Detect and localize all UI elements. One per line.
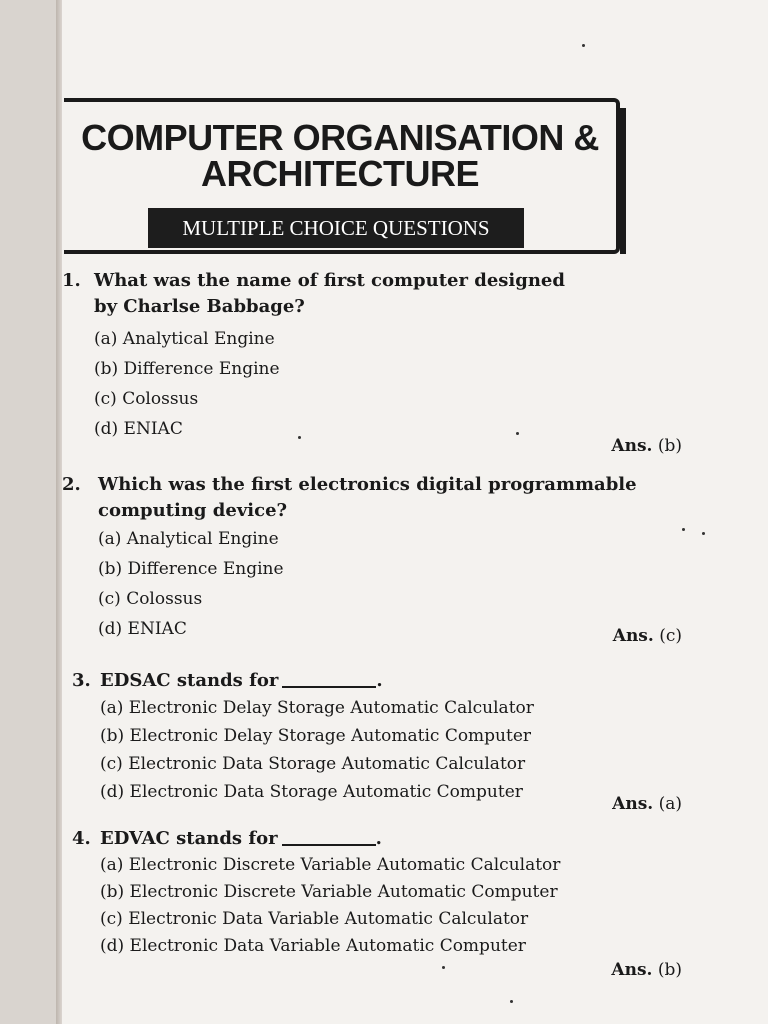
answer-label: Ans. <box>612 626 654 646</box>
print-speck <box>582 44 585 47</box>
answer-value: (a) <box>658 794 682 814</box>
option-c: (c) Electronic Data Variable Automatic Calculator <box>100 909 529 929</box>
answer-label: Ans. <box>611 960 653 980</box>
answer <box>611 436 682 456</box>
option-a: (a) Analytical Engine <box>98 529 279 549</box>
chapter-title-line2: ARCHITECTURE <box>201 153 479 194</box>
print-speck <box>516 432 519 435</box>
question-3 <box>62 668 682 814</box>
option-c: (c) Colossus <box>98 589 203 609</box>
question-stem: 3. EDSAC stands for . <box>62 668 682 694</box>
print-speck <box>510 1000 513 1003</box>
section-banner: MULTIPLE CHOICE QUESTIONS <box>148 208 524 248</box>
print-speck <box>442 966 445 969</box>
chapter-header <box>64 98 620 254</box>
chapter-title-line1: COMPUTER ORGANISATION & <box>81 117 599 158</box>
option-b: (b) Electronic Discrete Variable Automatic Computer <box>100 882 558 902</box>
option-a: (a) Analytical Engine <box>94 329 275 349</box>
answer-value: (b) <box>657 960 682 980</box>
print-speck <box>682 528 685 531</box>
option-b: (b) Electronic Delay Storage Automatic Computer <box>100 726 532 746</box>
answer <box>612 794 682 814</box>
question-stem-line2: computing device? <box>98 500 288 521</box>
question-1 <box>62 268 682 456</box>
answer <box>613 626 682 646</box>
option-a: (a) Electronic Discrete Variable Automatic Calculator <box>100 855 561 875</box>
question-stem: 4. EDVAC stands for . <box>62 826 682 852</box>
option-a: (a) Electronic Delay Storage Automatic Calculator <box>100 698 534 718</box>
question-stem-line1: Which was the first electronics digital programmable <box>98 474 637 495</box>
document-page <box>62 0 768 1024</box>
option-d: (d) ENIAC <box>98 619 187 639</box>
answer <box>611 960 682 980</box>
print-speck <box>298 436 301 439</box>
option-b: (b) Difference Engine <box>94 359 280 379</box>
answer-value: (b) <box>657 436 682 456</box>
option-d: (d) Electronic Data Storage Automatic Computer <box>100 782 523 802</box>
option-d: (d) Electronic Data Variable Automatic Computer <box>100 936 526 956</box>
question-stem-line2: by Charlse Babbage? <box>94 296 305 317</box>
option-b: (b) Difference Engine <box>98 559 284 579</box>
question-2 <box>62 472 682 644</box>
print-speck <box>702 532 705 535</box>
question-stem-line1: EDSAC stands for <box>100 670 279 691</box>
question-number: 1. <box>62 270 81 291</box>
option-c: (c) Colossus <box>94 389 199 409</box>
option-c: (c) Electronic Data Storage Automatic Calculator <box>100 754 526 774</box>
question-stem-line1: EDVAC stands for <box>100 828 278 849</box>
question-4 <box>62 826 682 980</box>
option-d: (d) ENIAC <box>94 419 183 439</box>
answer-value: (c) <box>659 626 682 646</box>
question-stem-line1: What was the name of first computer designed <box>94 270 565 291</box>
question-number: 2. <box>62 474 81 495</box>
question-number: 4. <box>72 828 91 849</box>
fill-in-blank <box>282 686 376 688</box>
question-stem <box>62 268 682 320</box>
question-number: 3. <box>72 670 91 691</box>
answer-label: Ans. <box>612 794 654 814</box>
fill-in-blank <box>282 844 376 846</box>
question-stem <box>62 472 682 524</box>
answer-label: Ans. <box>611 436 653 456</box>
